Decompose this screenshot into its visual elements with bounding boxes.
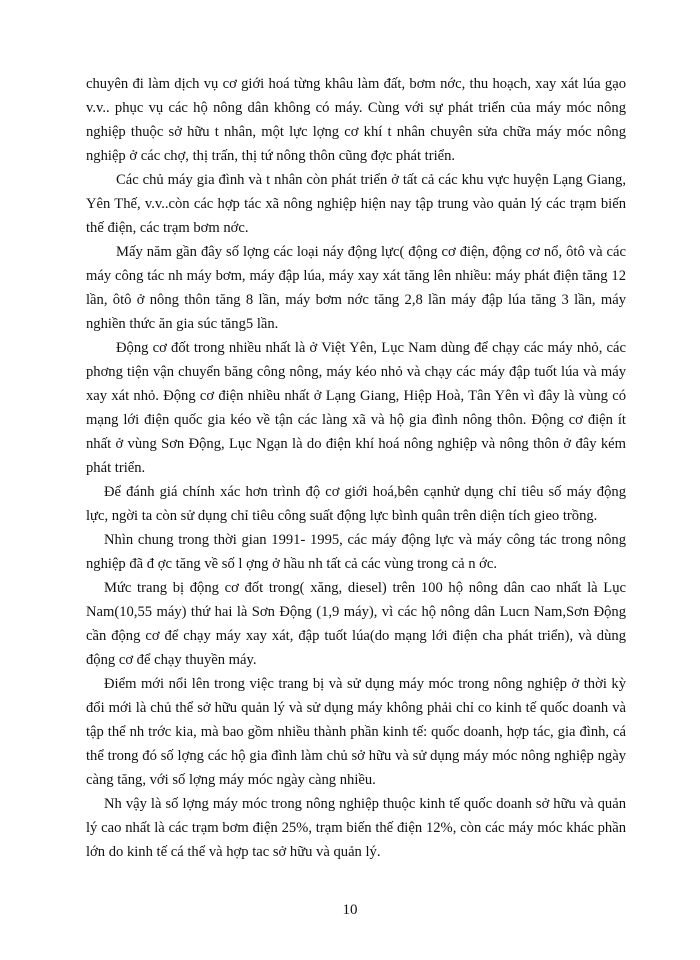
- paragraph-8: Điểm mới nổi lên trong việc trang bị và sử dụng máy móc trong nông nghiệp ở thời kỳ đổi mới là chủ thể sở hữu quản lý và sử dụng máy không phải chỉ co kinh tế quốc doanh và tập thể nh trớc kia, mà bao gồm nhiều thành phần kinh tế: quốc doanh, hợp tác, gia đình, cá thể trong đó số lợng các hộ gia đình làm chủ sở hữu và sử dụng máy móc nông nghiệp ngày càng tăng, với số lợng máy móc ngày càng nhiều.: [86, 676, 626, 788]
- page-number: 10: [342, 902, 358, 918]
- document-body: [86, 72, 626, 864]
- paragraph-9: Nh vậy là số lợng máy móc trong nông nghiệp thuộc kinh tế quốc doanh sở hữu và quản lý cao nhất là các trạm bơm điện 25%, trạm biến thế điện 12%, còn các máy móc khác phần lớn do kinh tế cá thể và hợp tac sở hữu và quản lý.: [86, 796, 626, 860]
- paragraph-4: Động cơ đốt trong nhiều nhất là ở Việt Yên, Lục Nam dùng để chạy các máy nhỏ, các phơng tiện vận chuyển băng công nông, máy kéo nhỏ và chạy các máy đập tuốt lúa và máy xay xát nhỏ. Động cơ điện nhiều nhất ở Lạng Giang, Hiệp Hoà, Tân Yên vì đây là vùng có mạng lới điện quốc gia kéo về tận các làng xã và hộ gia đình nông thôn. Động cơ điện ít nhất ở vùng Sơn Động, Lục Ngạn là do điện khí hoá nông nghiệp và nông thôn ở đây kém phát triển.: [86, 340, 626, 476]
- paragraph-6: Nhìn chung trong thời gian 1991- 1995, các máy động lực và máy công tác trong nông nghiệp đã đ ợc tăng về số l ợng ở hầu nh tất cả các vùng trong cả n ớc.: [86, 532, 626, 572]
- paragraph-1: chuyên đi làm dịch vụ cơ giới hoá từng khâu làm đất, bơm nớc, thu hoạch, xay xát lúa gạo v.v.. phục vụ các hộ nông dân không có máy. Cùng với sự phát triển của máy móc nông nghiệp thuộc sở hữu t nhân, một lực lợng cơ khí t nhân chuyên sửa chữa máy móc nông nghiệp ở các chợ, thị trấn, thị tứ nông thôn cũng đợc phát triển.: [86, 76, 626, 164]
- paragraph-7: Mức trang bị động cơ đốt trong( xăng, diesel) trên 100 hộ nông dân cao nhất là Lục Nam(10,55 máy) thứ hai là Sơn Động (1,9 máy), vì các hộ nông dân Lucn Nam,Sơn Động cần động cơ để chạy máy xay xát, đập tuốt lúa(do mạng lới điện cha phát triển), và dùng động cơ để chạy thuyền máy.: [86, 580, 626, 668]
- paragraph-2: Các chủ máy gia đình và t nhân còn phát triển ở tất cả các khu vực huyện Lạng Giang, Yên Thế, v.v..còn các hợp tác xã nông nghiệp hiện nay tập trung vào quản lý các trạm biến thế điện, các trạm bơm nớc.: [86, 172, 626, 236]
- paragraph-3: Mấy năm gần đây số lợng các loại náy động lực( động cơ điện, động cơ nổ, ôtô và các máy công tác nh máy bơm, máy đập lúa, máy xay xát tăng lên nhiều: máy phát điện tăng 12 lần, ôtô ở nông thôn tăng 8 lần, máy bơm nớc tăng 2,8 lần máy đập lúa tăng 3 lần, máy nghiền thức ăn gia súc tăng5 lần.: [86, 244, 626, 332]
- paragraph-5: Để đánh giá chính xác hơn trình độ cơ giới hoá,bên cạnhử dụng chỉ tiêu số máy động lực, ngời ta còn sử dụng chỉ tiêu công suất động lực bình quân trên diện tích gieo trồng.: [86, 484, 626, 524]
